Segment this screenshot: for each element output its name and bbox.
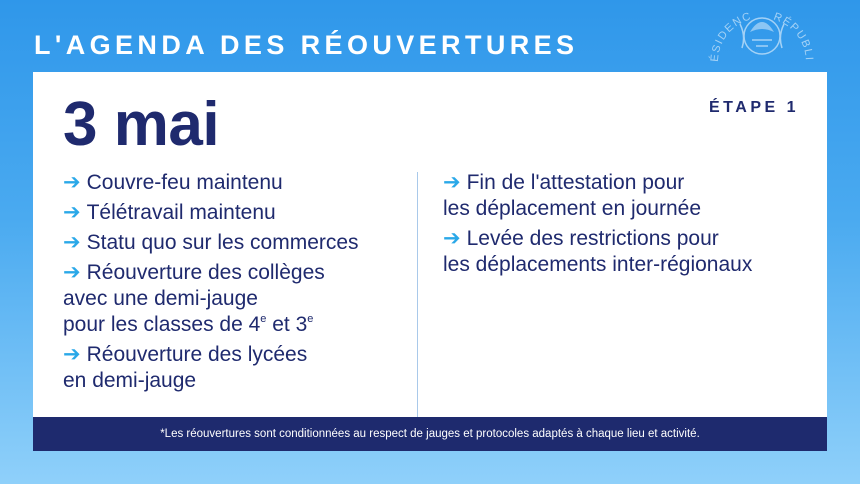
right-column <box>443 170 823 282</box>
presidence-emblem-icon <box>700 0 820 78</box>
item-text: Statu quo sur les commerces <box>86 231 359 254</box>
item-text: les déplacements inter-régionaux <box>443 253 753 276</box>
item-text: Fin de l'attestation pour <box>466 171 685 194</box>
emblem-text-right: RÉPUBLI <box>771 10 816 62</box>
arrow-right-icon: ➔ <box>443 227 461 250</box>
list-item <box>63 170 413 196</box>
emblem-text-left: ÉSIDENC <box>708 10 754 63</box>
left-column <box>63 170 413 398</box>
list-item <box>63 260 413 338</box>
arrow-right-icon: ➔ <box>443 171 461 194</box>
list-item <box>443 170 823 222</box>
svg-text:ÉSIDENC <box>708 10 754 62</box>
arrow-right-icon: ➔ <box>63 343 81 366</box>
arrow-right-icon: ➔ <box>63 231 81 254</box>
footer-note: *Les réouvertures sont conditionnées au respect de jauges et protocoles adaptés à chaque lieu et activité. <box>33 417 827 451</box>
item-text: Réouverture des collèges <box>86 261 325 284</box>
item-text: Levée des restrictions pour <box>466 227 719 250</box>
item-text: Réouverture des lycées <box>86 343 308 366</box>
list-item <box>63 342 413 394</box>
column-divider <box>417 172 418 417</box>
item-text: Couvre-feu maintenu <box>86 171 283 194</box>
item-text-classes: pour les classes de 4e et 3e <box>63 313 314 336</box>
item-text: Télétravail maintenu <box>86 201 276 224</box>
list-item <box>63 230 413 256</box>
list-item <box>443 226 823 278</box>
date-heading: 3 mai <box>63 90 220 159</box>
agenda-card <box>33 72 827 417</box>
page-title: L'AGENDA DES RÉOUVERTURES <box>34 30 579 60</box>
item-text: en demi-jauge <box>63 369 197 392</box>
item-text: avec une demi-jauge <box>63 287 258 310</box>
stage-label: ÉTAPE 1 <box>709 99 799 116</box>
arrow-right-icon: ➔ <box>63 171 81 194</box>
item-text: les déplacement en journée <box>443 197 702 220</box>
arrow-right-icon: ➔ <box>63 201 81 224</box>
arrow-right-icon: ➔ <box>63 261 81 284</box>
list-item <box>63 200 413 226</box>
